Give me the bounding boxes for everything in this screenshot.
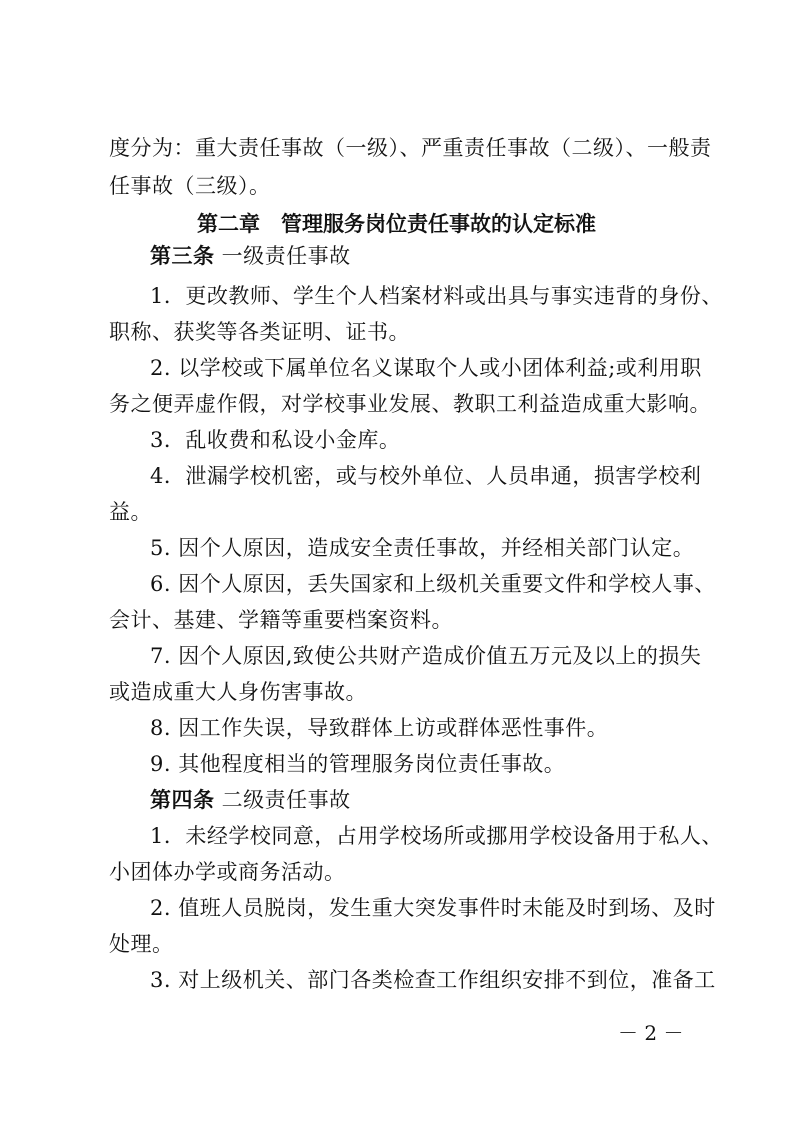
text-line: 1．更改教师、学生个人档案材料或出具与事实违背的身份、 (150, 284, 723, 308)
text-line: 5. 因个人原因，造成安全责任事故，并经相关部门认定。 (150, 536, 695, 560)
article-number: 第三条 (150, 244, 215, 268)
chapter-heading: 第二章 管理服务岗位责任事故的认定标准 (197, 212, 596, 236)
text-line: 处理。 (109, 932, 174, 956)
text-line: 4．泄漏学校机密，或与校外单位、人员串通，损害学校利 (150, 464, 702, 488)
text-line: 或造成重大人身伤害事故。 (109, 680, 367, 704)
text-line: 职称、获奖等各类证明、证书。 (109, 320, 410, 344)
article-title: 二级责任事故 (214, 788, 351, 812)
text-line: 6. 因个人原因，丢失国家和上级机关重要文件和学校人事、 (150, 572, 716, 596)
text-line: 小团体办学或商务活动。 (109, 860, 346, 884)
article-heading (150, 788, 351, 812)
article-heading (150, 244, 351, 268)
text-line: 任事故（三级）。 (109, 174, 271, 198)
article-number: 第四条 (150, 788, 215, 812)
text-line: 度分为：重大责任事故（一级）、严重责任事故（二级）、一般责 (109, 136, 712, 160)
text-line: 务之便弄虚作假，对学校事业发展、教职工利益造成重大影响。 (109, 392, 711, 416)
text-line: 3. 对上级机关、部门各类检查工作组织安排不到位，准备工 (150, 968, 716, 992)
text-line: 会计、基建、学籍等重要档案资料。 (109, 608, 453, 632)
text-line: 7. 因个人原因,致使公共财产造成价值五万元及以上的损失 (150, 644, 702, 668)
text-line: 1．未经学校同意，占用学校场所或挪用学校设备用于私人、 (150, 824, 723, 848)
text-line: 8. 因工作失误，导致群体上访或群体恶性事件。 (150, 716, 609, 740)
page-number: － 2 － (618, 1021, 684, 1045)
text-line: 2. 值班人员脱岗，发生重大突发事件时未能及时到场、及时 (150, 896, 716, 920)
article-title: 一级责任事故 (214, 244, 351, 268)
text-line: 2. 以学校或下属单位名义谋取个人或小团体利益;或利用职 (150, 356, 702, 380)
text-line: 益。 (109, 500, 152, 524)
text-line: 9. 其他程度相当的管理服务岗位责任事故。 (150, 752, 566, 776)
text-line: 3．乱收费和私设小金库。 (150, 428, 401, 452)
